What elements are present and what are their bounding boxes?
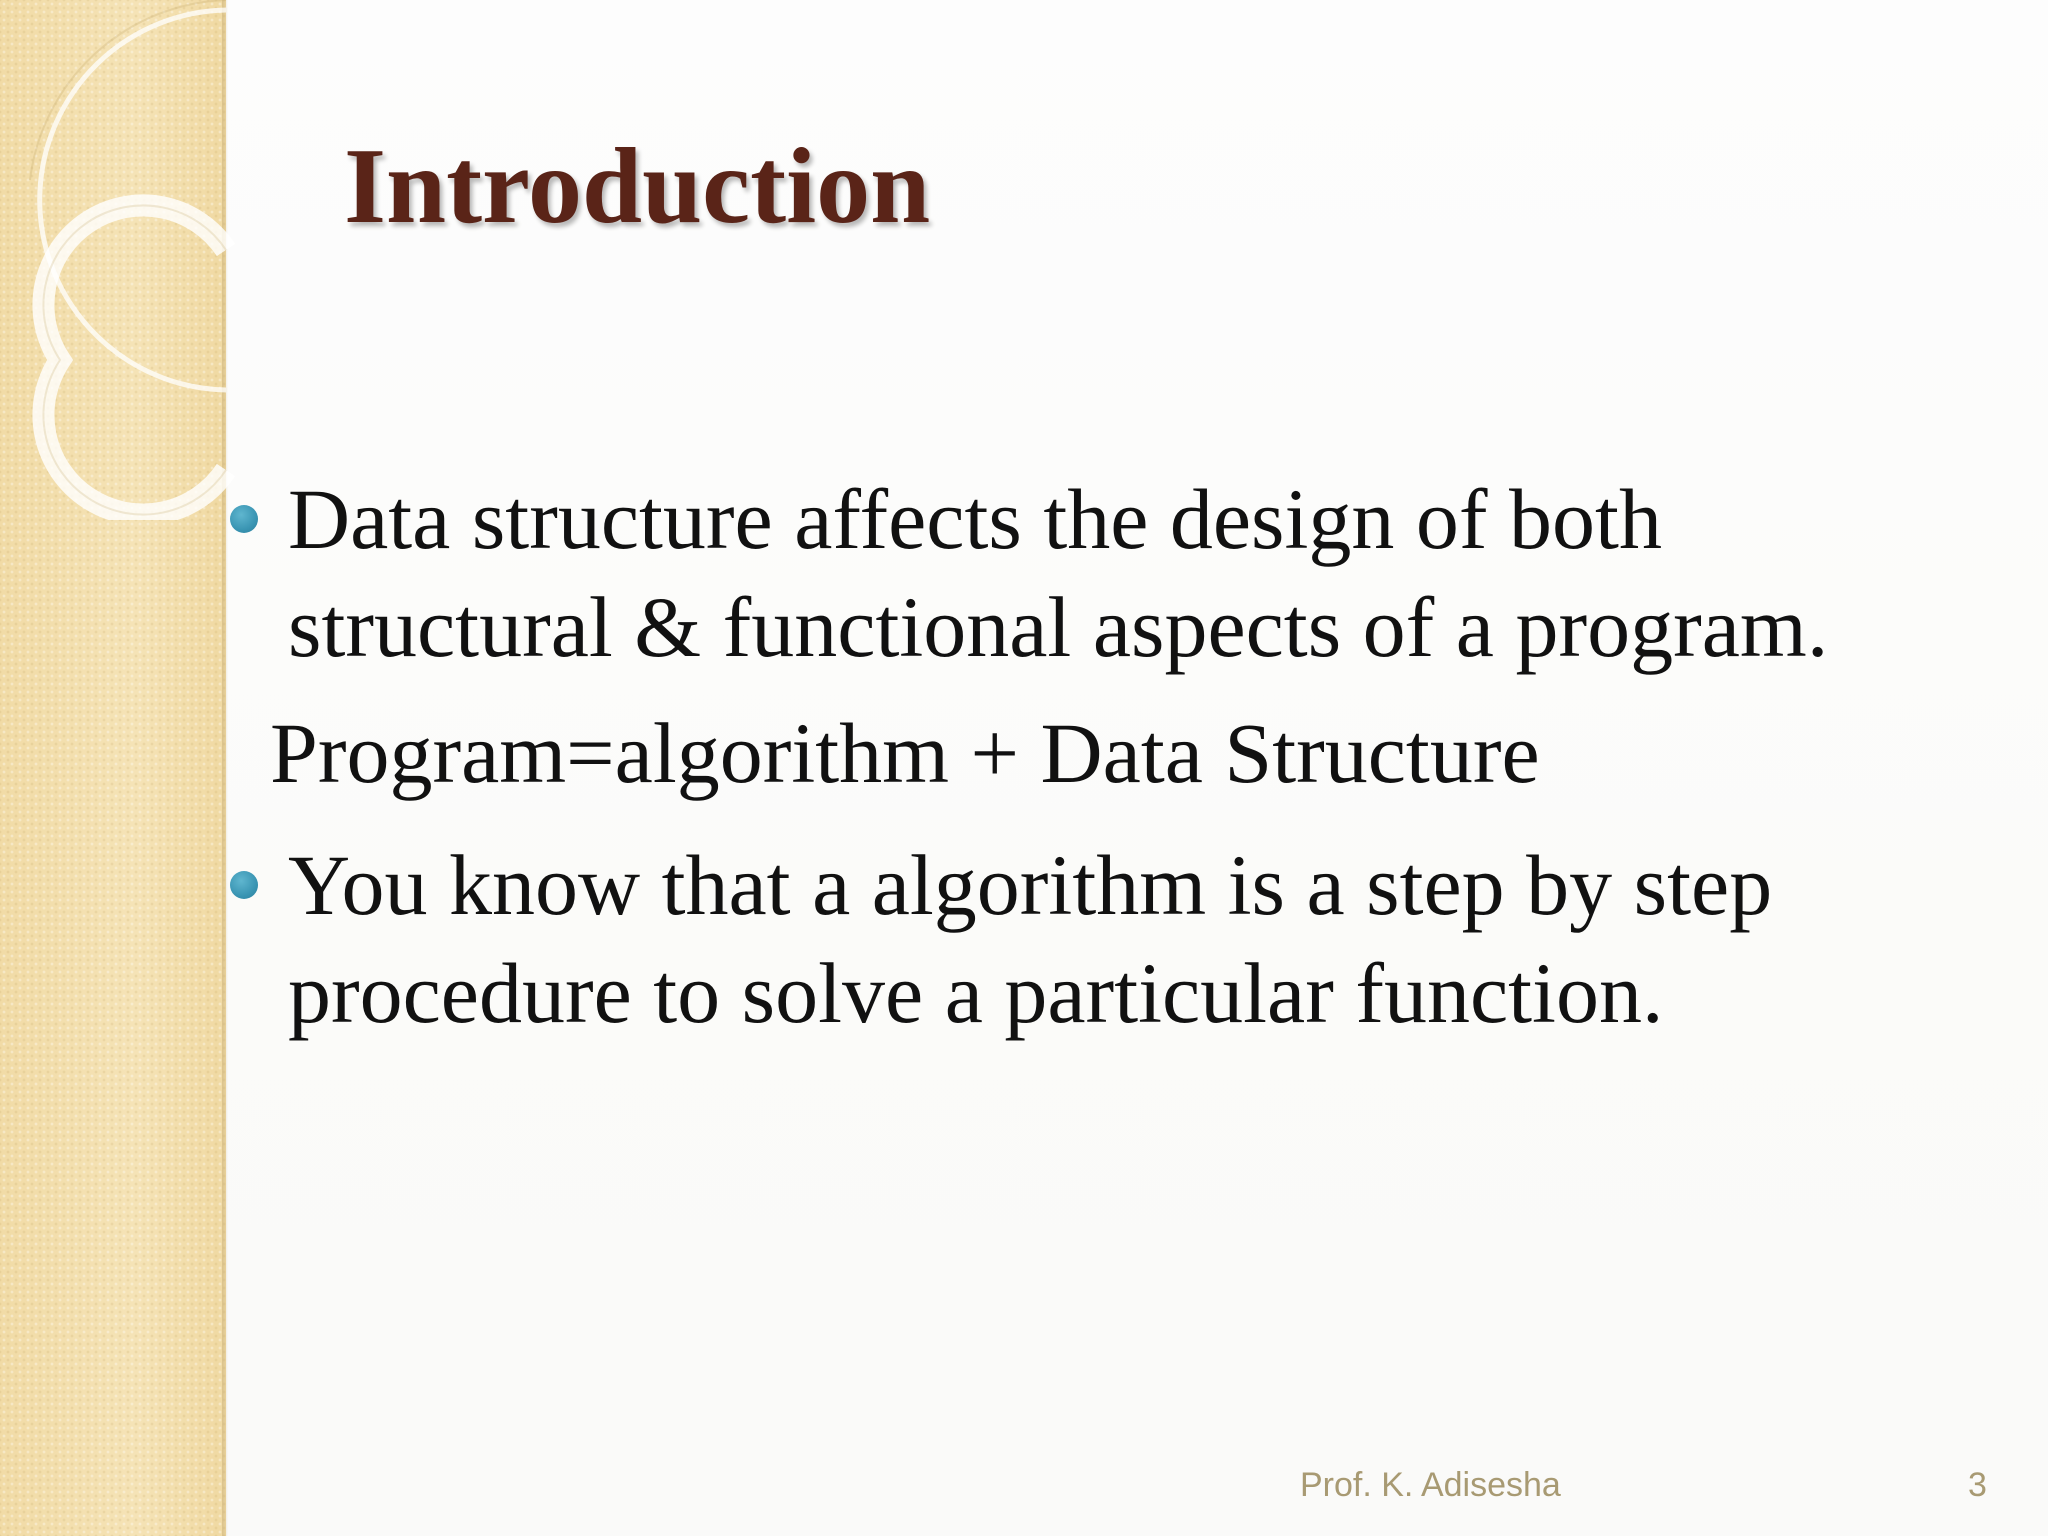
slide-title: Introduction (344, 127, 931, 246)
slide-body (228, 465, 1988, 1047)
bullet-line: You know that a algorithm is a step by step (288, 837, 1773, 933)
bullet-item (228, 465, 1988, 681)
bullet-dot-icon (230, 505, 258, 533)
bullet-line: procedure to solve a particular function. (288, 945, 1664, 1041)
bullet-line: structural & functional aspects of a program. (288, 579, 1829, 675)
formula-line: Program=algorithm + Data Structure (270, 705, 1540, 801)
decorative-rings-icon (0, 0, 240, 520)
footer-author: Prof. K. Adisesha (1300, 1466, 1561, 1504)
page-number: 3 (1968, 1466, 1987, 1504)
bullet-line: Data structure affects the design of both (288, 471, 1662, 567)
bullet-item (228, 831, 1988, 1047)
bullet-dot-icon (230, 871, 258, 899)
